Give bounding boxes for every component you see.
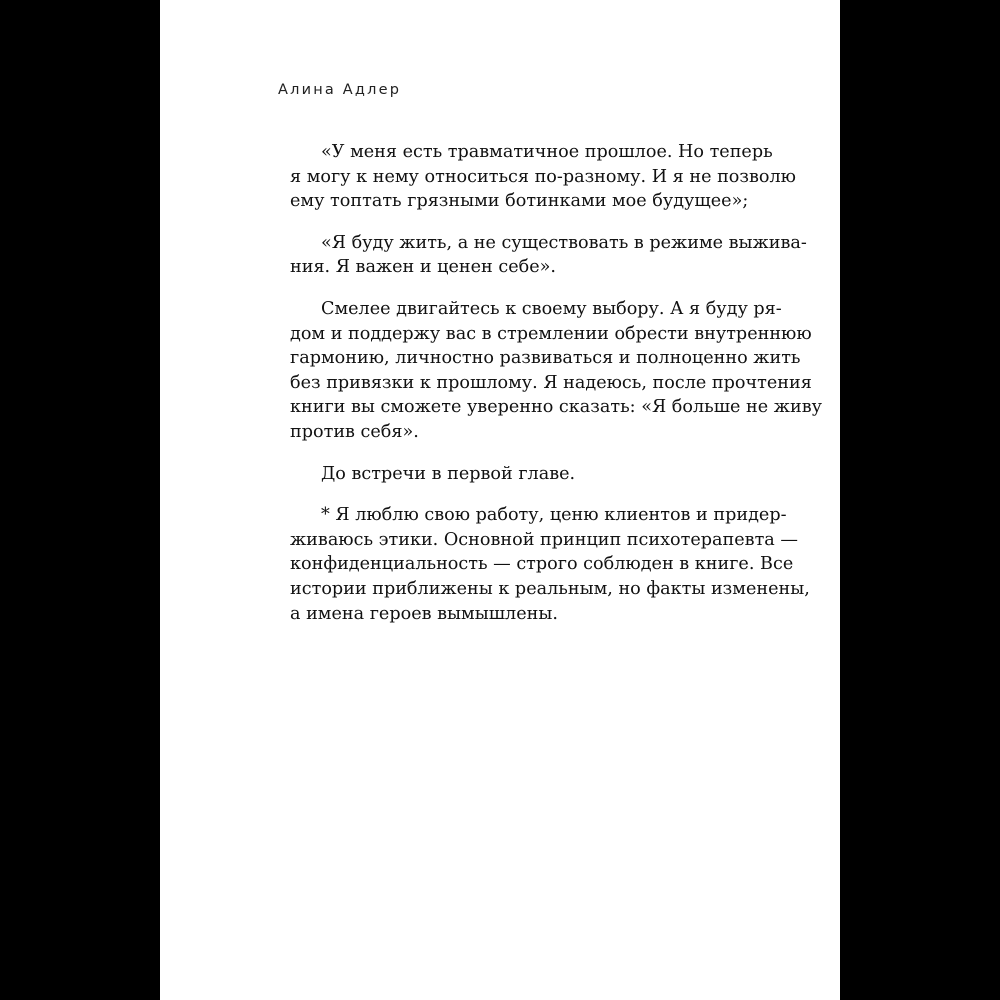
running-head-author: Алина Адлер xyxy=(278,82,402,98)
text-line: истории приближены к реальным, но факты изменены, xyxy=(290,578,810,599)
text-line: я могу к нему относиться по-разному. И я не позволю xyxy=(290,166,796,187)
text-line: конфиденциальность — строго соблюден в книге. Все xyxy=(290,554,794,575)
text-line: До встречи в первой главе. xyxy=(321,463,576,484)
text-line: книги вы сможете уверенно сказать: «Я больше не живу xyxy=(290,397,822,418)
text-line: Смелее двигайтесь к своему выбору. А я буду ря- xyxy=(321,298,782,319)
paragraph xyxy=(290,297,822,445)
paragraph xyxy=(290,140,796,214)
footnote-paragraph xyxy=(290,503,810,626)
body-text xyxy=(290,140,822,643)
text-line: против себя». xyxy=(290,421,419,442)
text-line: дом и поддержу вас в стремлении обрести внутреннюю xyxy=(290,323,812,344)
text-line: живаюсь этики. Основной принцип психотерапевта — xyxy=(290,529,798,550)
text-line: без привязки к прошлому. Я надеюсь, после прочтения xyxy=(290,372,812,393)
paragraph xyxy=(290,462,750,487)
book-page xyxy=(160,0,840,1000)
text-line: ему топтать грязными ботинками мое будущее»; xyxy=(290,191,749,212)
text-line: ния. Я важен и ценен себе». xyxy=(290,257,556,278)
text-line: * Я люблю свою работу, ценю клиентов и придер- xyxy=(321,505,787,526)
text-line: «Я буду жить, а не существовать в режиме выжива- xyxy=(321,232,807,253)
text-line: гармонию, личностно развиваться и полноценно жить xyxy=(290,348,801,369)
text-line: а имена героев вымышлены. xyxy=(290,603,558,624)
paragraph xyxy=(290,231,807,280)
text-line: «У меня есть травматичное прошлое. Но теперь xyxy=(321,142,773,162)
